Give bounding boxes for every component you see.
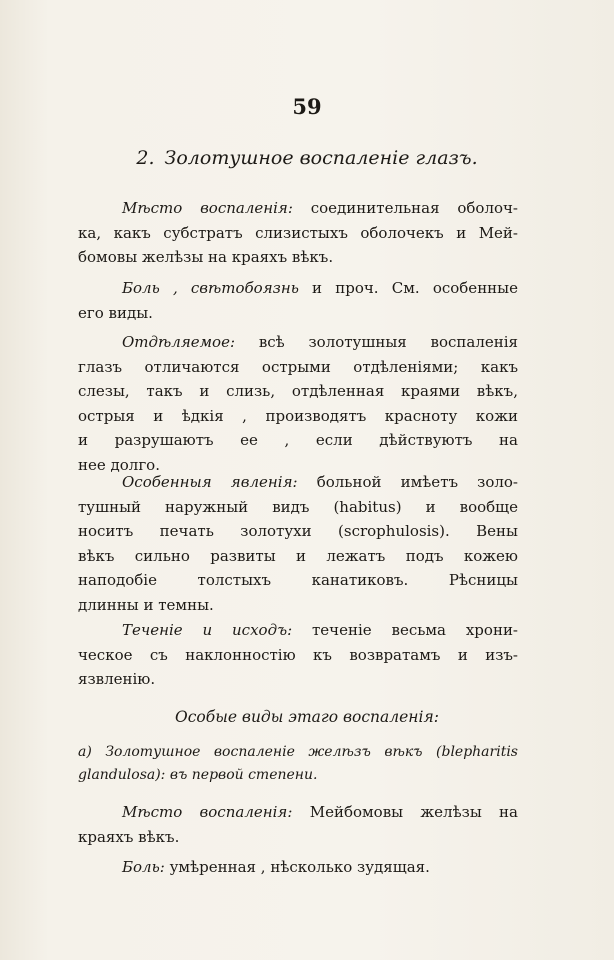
paragraph-line: Мейбомовы желѣзы на xyxy=(292,803,518,821)
paragraph-line: слезы, такъ и слизь, отдѣленная краями вѣкъ, xyxy=(78,382,518,400)
paragraph-location-2 xyxy=(78,800,518,849)
page-number: 59 xyxy=(292,94,322,119)
paragraph-line: тушный наружный видъ (habitus) и вообще xyxy=(78,497,518,516)
paragraph-pain-2 xyxy=(78,855,518,880)
paragraph-lead: Боль: xyxy=(122,858,165,876)
subsection-line: glandulosa): въ первой степени. xyxy=(78,767,318,783)
paragraph-line: всѣ золотушныя воспаленія xyxy=(235,333,518,351)
paragraph-pain xyxy=(78,276,518,325)
paragraph-line: длинны и темны. xyxy=(78,595,214,614)
section-number: 2. xyxy=(136,147,155,169)
paragraph-line: умѣренная , нѣсколько зудящая. xyxy=(164,858,430,876)
paragraph-symptoms xyxy=(78,470,518,617)
subsection-item-a xyxy=(78,741,518,787)
paragraph-line: и разрушаютъ ее , если дѣйствуютъ на xyxy=(78,431,518,449)
paragraph-line: бомовы желѣзы на краяхъ вѣкъ. xyxy=(78,248,334,266)
paragraph-lead: Особенныя явленія: xyxy=(122,473,298,491)
paragraph-line: теченіе весьма хрони- xyxy=(292,621,519,639)
section-title: Золотушное воспаленіе глазъ. xyxy=(164,147,478,169)
paragraph-line: больной имѣетъ золо- xyxy=(297,473,518,491)
paragraph-line: вѣкъ сильно развиты и лежатъ подъ кожею xyxy=(78,546,518,565)
paragraph-location xyxy=(78,196,518,270)
paragraph-line: и проч. См. особенные xyxy=(298,279,518,297)
section-heading xyxy=(0,147,614,169)
paragraph-line: носитъ печать золотухи (scrophulosis). Вены xyxy=(78,522,518,540)
subsection-heading: Особые виды этаго воспаленія: xyxy=(175,708,439,726)
paragraph-line: его виды. xyxy=(78,303,153,322)
paragraph-line: нее долго. xyxy=(78,455,160,474)
subsection-line: a) Золотушное воспаленіе желѣзъ вѣкъ (blepharitis xyxy=(78,744,518,760)
paragraph-lead: Теченіе и исходъ: xyxy=(122,621,293,639)
paragraph-line: глазъ отличаются острыми отдѣленіями; какъ xyxy=(78,357,518,376)
paragraph-course xyxy=(78,618,518,692)
paragraph-line: острыя и ѣдкія , производятъ красноту кожи xyxy=(78,406,518,425)
paragraph-line: соединительная оболоч- xyxy=(292,199,518,217)
paragraph-lead: Боль , свѣтобоязнь xyxy=(122,279,299,297)
paragraph-lead: Отдѣляемое: xyxy=(122,333,236,351)
paragraph-discharge xyxy=(78,330,518,477)
paragraph-line: язвленію. xyxy=(78,670,156,688)
paragraph-line: наподобіе толстыхъ канатиковъ. Рѣсницы xyxy=(78,571,518,589)
paragraph-lead: Мѣсто воспаленія: xyxy=(122,199,293,217)
paragraph-lead: Мѣсто воспаленія: xyxy=(122,803,293,821)
paragraph-line: ческое съ наклонностію къ возвратамъ и изъ- xyxy=(78,645,518,664)
paragraph-line: ка, какъ субстратъ слизистыхъ оболочекъ и Мей- xyxy=(78,223,518,242)
paragraph-line: краяхъ вѣкъ. xyxy=(78,827,180,846)
